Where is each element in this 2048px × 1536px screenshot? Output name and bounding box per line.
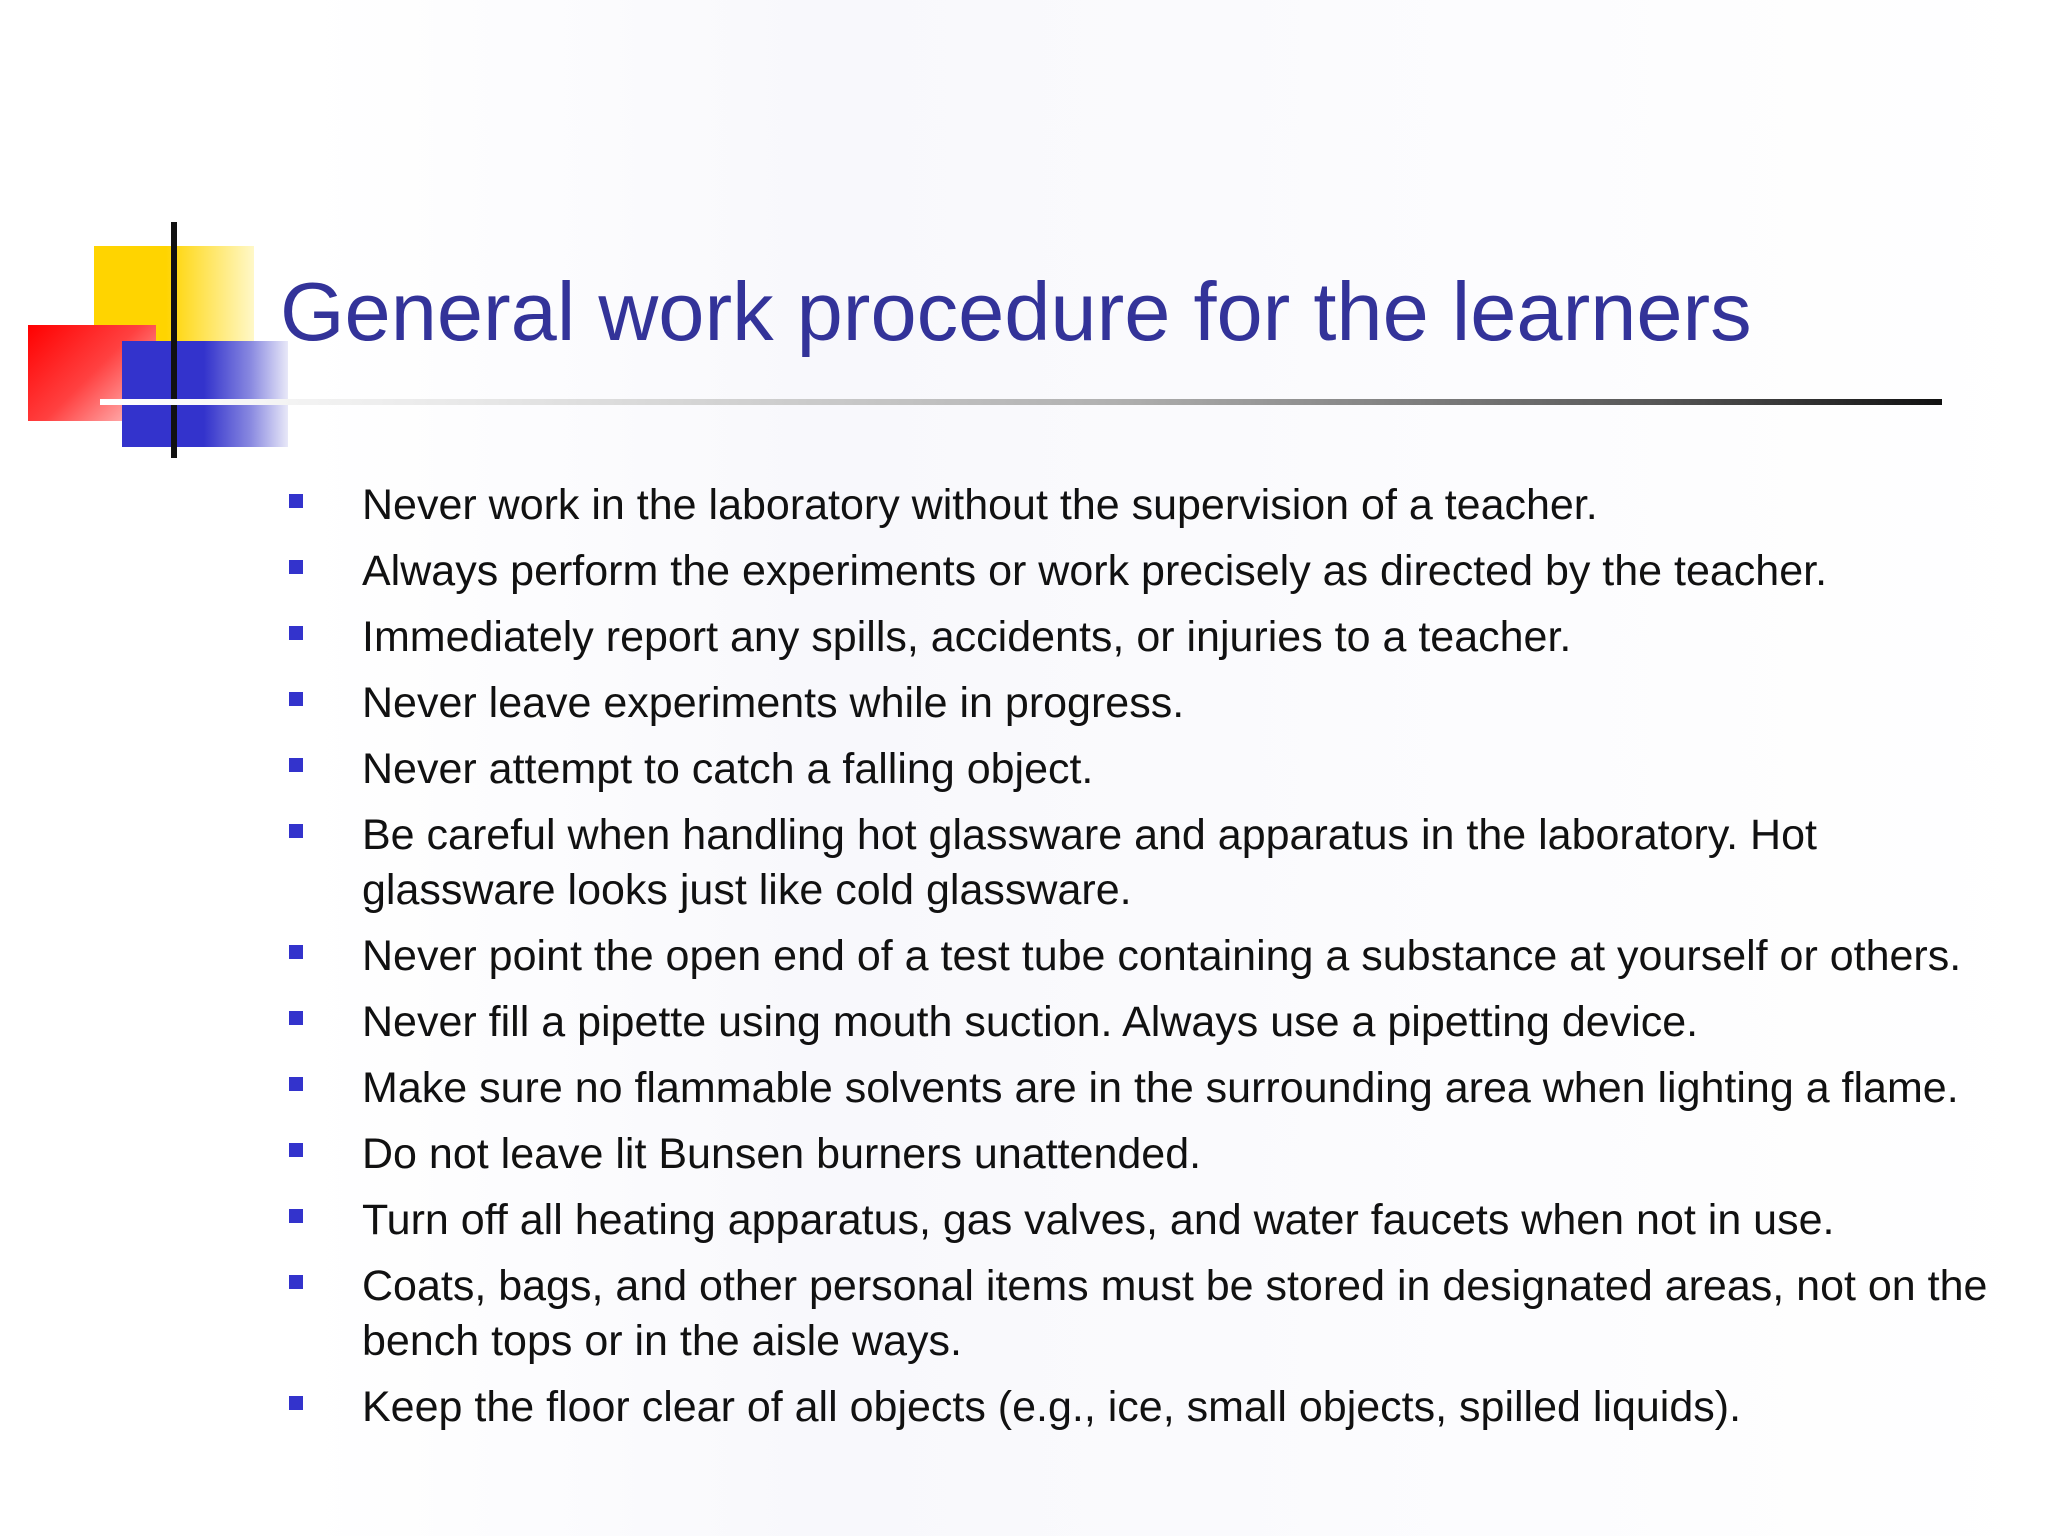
blue-fade-square bbox=[204, 341, 288, 447]
list-item bbox=[0, 808, 2048, 918]
list-item bbox=[0, 1061, 2048, 1116]
list-item bbox=[0, 929, 2048, 984]
bullet-text: Coats, bags, and other personal items must be stored in designated areas, not on the bench tops or in the aisle ways. bbox=[362, 1262, 1988, 1365]
list-item bbox=[0, 995, 2048, 1050]
blue-square bbox=[122, 341, 204, 447]
square-bullet-icon bbox=[289, 494, 303, 508]
bullet-text: Make sure no flammable solvents are in the surrounding area when lighting a flame. bbox=[362, 1064, 1959, 1112]
slide-title: General work procedure for the learners bbox=[280, 265, 1752, 358]
square-bullet-icon bbox=[289, 758, 303, 772]
list-item bbox=[0, 1259, 2048, 1369]
bullet-text: Immediately report any spills, accidents, or injuries to a teacher. bbox=[362, 613, 1572, 661]
square-bullet-icon bbox=[289, 1011, 303, 1025]
list-item bbox=[0, 1193, 2048, 1248]
title-underline bbox=[100, 399, 1942, 405]
list-item bbox=[0, 544, 2048, 599]
bullet-text: Never fill a pipette using mouth suction. Always use a pipetting device. bbox=[362, 998, 1699, 1046]
bullet-text: Always perform the experiments or work precisely as directed by the teacher. bbox=[362, 547, 1828, 595]
square-bullet-icon bbox=[289, 1209, 303, 1223]
square-bullet-icon bbox=[289, 1275, 303, 1289]
square-bullet-icon bbox=[289, 1396, 303, 1410]
list-item bbox=[0, 478, 2048, 533]
square-bullet-icon bbox=[289, 626, 303, 640]
list-item bbox=[0, 1127, 2048, 1182]
vertical-black-line bbox=[171, 222, 177, 458]
bullet-text: Never work in the laboratory without the supervision of a teacher. bbox=[362, 481, 1598, 529]
decorative-squares-logo bbox=[0, 0, 300, 480]
square-bullet-icon bbox=[289, 1077, 303, 1091]
list-item bbox=[0, 610, 2048, 665]
bullet-text: Be careful when handling hot glassware and apparatus in the laboratory. Hot glassware looks just like cold glassware. bbox=[362, 811, 1817, 914]
list-item bbox=[0, 742, 2048, 797]
bullet-text: Never attempt to catch a falling object. bbox=[362, 745, 1094, 793]
square-bullet-icon bbox=[289, 560, 303, 574]
square-bullet-icon bbox=[289, 692, 303, 706]
bullet-text: Turn off all heating apparatus, gas valves, and water faucets when not in use. bbox=[362, 1196, 1835, 1244]
bullet-list bbox=[0, 478, 2048, 1446]
bullet-text: Never leave experiments while in progress. bbox=[362, 679, 1185, 727]
square-bullet-icon bbox=[289, 945, 303, 959]
bullet-text: Never point the open end of a test tube containing a substance at yourself or others. bbox=[362, 932, 1962, 980]
list-item bbox=[0, 1380, 2048, 1435]
square-bullet-icon bbox=[289, 1143, 303, 1157]
bullet-text: Keep the floor clear of all objects (e.g., ice, small objects, spilled liquids). bbox=[362, 1383, 1742, 1431]
square-bullet-icon bbox=[289, 824, 303, 838]
bullet-text: Do not leave lit Bunsen burners unattended. bbox=[362, 1130, 1202, 1178]
list-item bbox=[0, 676, 2048, 731]
